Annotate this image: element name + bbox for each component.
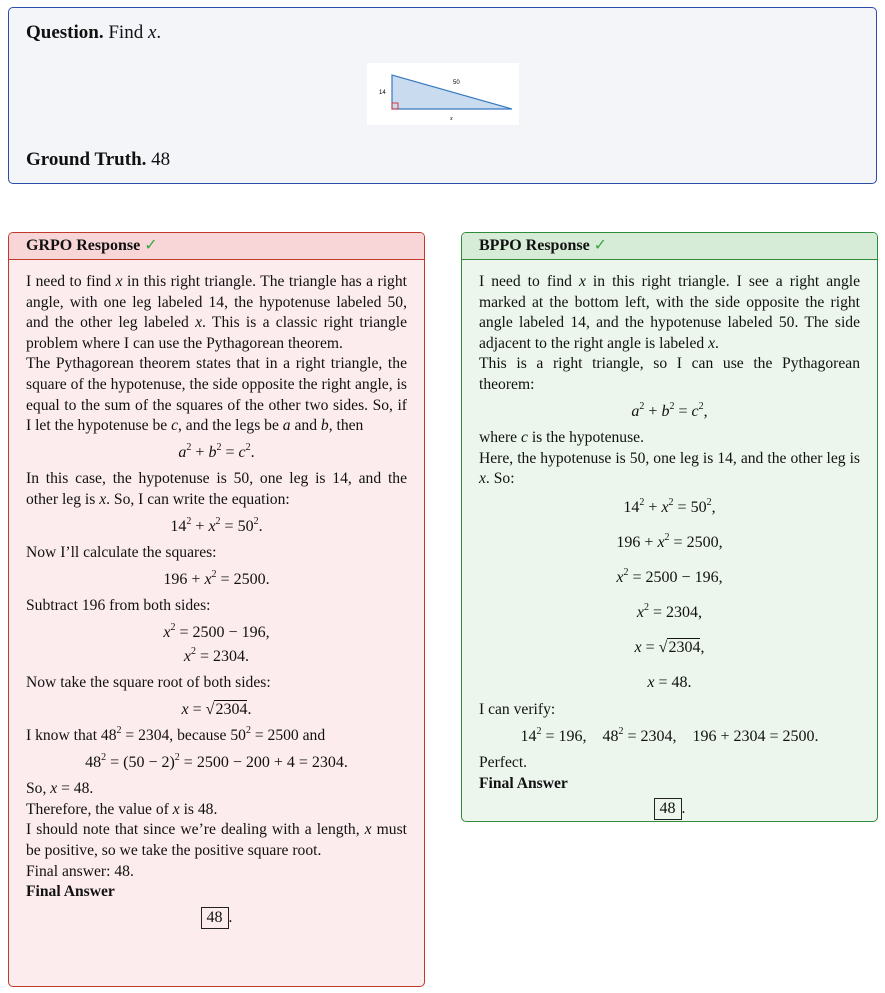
bppo-equation-block: $14^2 + x^2 = 50^2$, $196 + x^2 = 2500$, $x^2 = 2500 - 196$, $x^2 = 2304$, x = √2304, x = 48.: [616, 496, 723, 691]
bppo-paragraph: I can verify:: [479, 700, 556, 718]
grpo-panel: [8, 232, 425, 987]
grpo-paragraph: Now I’ll calculate the squares:: [26, 544, 217, 562]
grpo-header: [9, 233, 424, 260]
grpo-equation: x = √2304.: [181, 700, 252, 718]
triangle-figure: [367, 63, 519, 125]
bppo-equation: $14^2 = 196$, $48^2 = 2304$, 196 + 2304 = 2500.: [520, 725, 819, 745]
grpo-title: GRPO Response: [26, 237, 141, 254]
bppo-final-answer-label: Final Answer: [479, 774, 568, 792]
bppo-equation: $a^2 + b^2 = c^2$,: [631, 400, 708, 420]
grpo-paragraph: So, x = 48. Therefore, the value of x is 48. I should note that since we’re dealing with a length, x must be positive, so we take the positive square root. Final answer: 48.: [26, 780, 407, 880]
bottom-label: x: [450, 116, 453, 122]
triangle-svg: [367, 63, 519, 125]
grpo-equation: $x^2 = 2500 - 196$, $x^2 = 2304$.: [163, 621, 270, 665]
grpo-body: [9, 260, 424, 929]
grpo-paragraph: Now take the square root of both sides:: [26, 673, 271, 691]
question-line: Question. Find x.: [26, 22, 162, 43]
grpo-final-answer-label: Final Answer: [26, 883, 115, 901]
ground-truth-label: Ground Truth.: [26, 149, 147, 170]
bppo-paragraph: where c is the hypotenuse. Here, the hypotenuse is 50, one leg is 14, and the other leg is x. So:: [479, 429, 860, 488]
grpo-equation: $196 + x^2 = 2500$.: [163, 568, 270, 588]
bppo-header: [462, 233, 877, 260]
grpo-paragraph: I know that $48^2 = 2304$, because $50^2 = 2500$ and: [26, 725, 326, 745]
grpo-check-icon: ✓: [144, 237, 158, 254]
grpo-equation: $14^2 + x^2 = 50^2$.: [170, 515, 263, 535]
ground-truth-line: [26, 149, 170, 171]
bppo-check-icon: ✓: [593, 237, 608, 254]
bppo-title: BPPO Response: [479, 237, 590, 254]
grpo-paragraph: Subtract 196 from both sides:: [26, 597, 211, 615]
bppo-final-answer-box: 48: [654, 798, 682, 820]
ground-truth-value: 48: [151, 149, 171, 170]
bppo-final-answer-row: 48 .: [479, 798, 860, 820]
grpo-equation: $48^2 = (50 - 2)^2 = 2500 - 200 + 4 = 2304$.: [85, 751, 348, 771]
question-var: x: [147, 22, 157, 43]
grpo-paragraph: The Pythagorean theorem states that in a right triangle, the square of the hypotenuse, the side opposite the right angle, is equal to the sum of the squares of the other two sides. So, if I let the hypotenuse be c, and the legs be a and b, then: [26, 355, 407, 435]
question-label: Question.: [26, 22, 104, 43]
bppo-paragraph: I need to find x in this right triangle. I see a right angle marked at the bottom left, with the side opposite the right angle labeled 14, and the hypotenuse labeled 50. The side adjacent to the right angle is labeled x. This is a right triangle, so I can use the Pythagorean theorem:: [479, 273, 860, 393]
bppo-body: [462, 260, 877, 820]
question-text: Find: [108, 22, 144, 43]
bppo-paragraph: Perfect.: [479, 754, 528, 772]
grpo-final-answer-row: 48 .: [26, 907, 407, 929]
grpo-paragraph: In this case, the hypotenuse is 50, one leg is 14, and the other leg is x. So, I can write the equation:: [26, 470, 407, 508]
hypotenuse-label: 50: [453, 80, 460, 86]
side-left-label: 14: [379, 90, 386, 96]
triangle-shape: [392, 75, 512, 109]
bppo-panel: [461, 232, 878, 822]
grpo-equation: $a^2 + b^2 = c^2$.: [178, 441, 255, 461]
question-box: [8, 7, 877, 184]
grpo-final-answer-box: 48: [201, 907, 229, 929]
grpo-paragraph: I need to find x in this right triangle. The triangle has a right angle, with one leg labeled 14, the hypotenuse labeled 50, and the other leg labeled x. This is a classic right triangle problem where I can use the Pythagorean theorem.: [26, 273, 408, 352]
